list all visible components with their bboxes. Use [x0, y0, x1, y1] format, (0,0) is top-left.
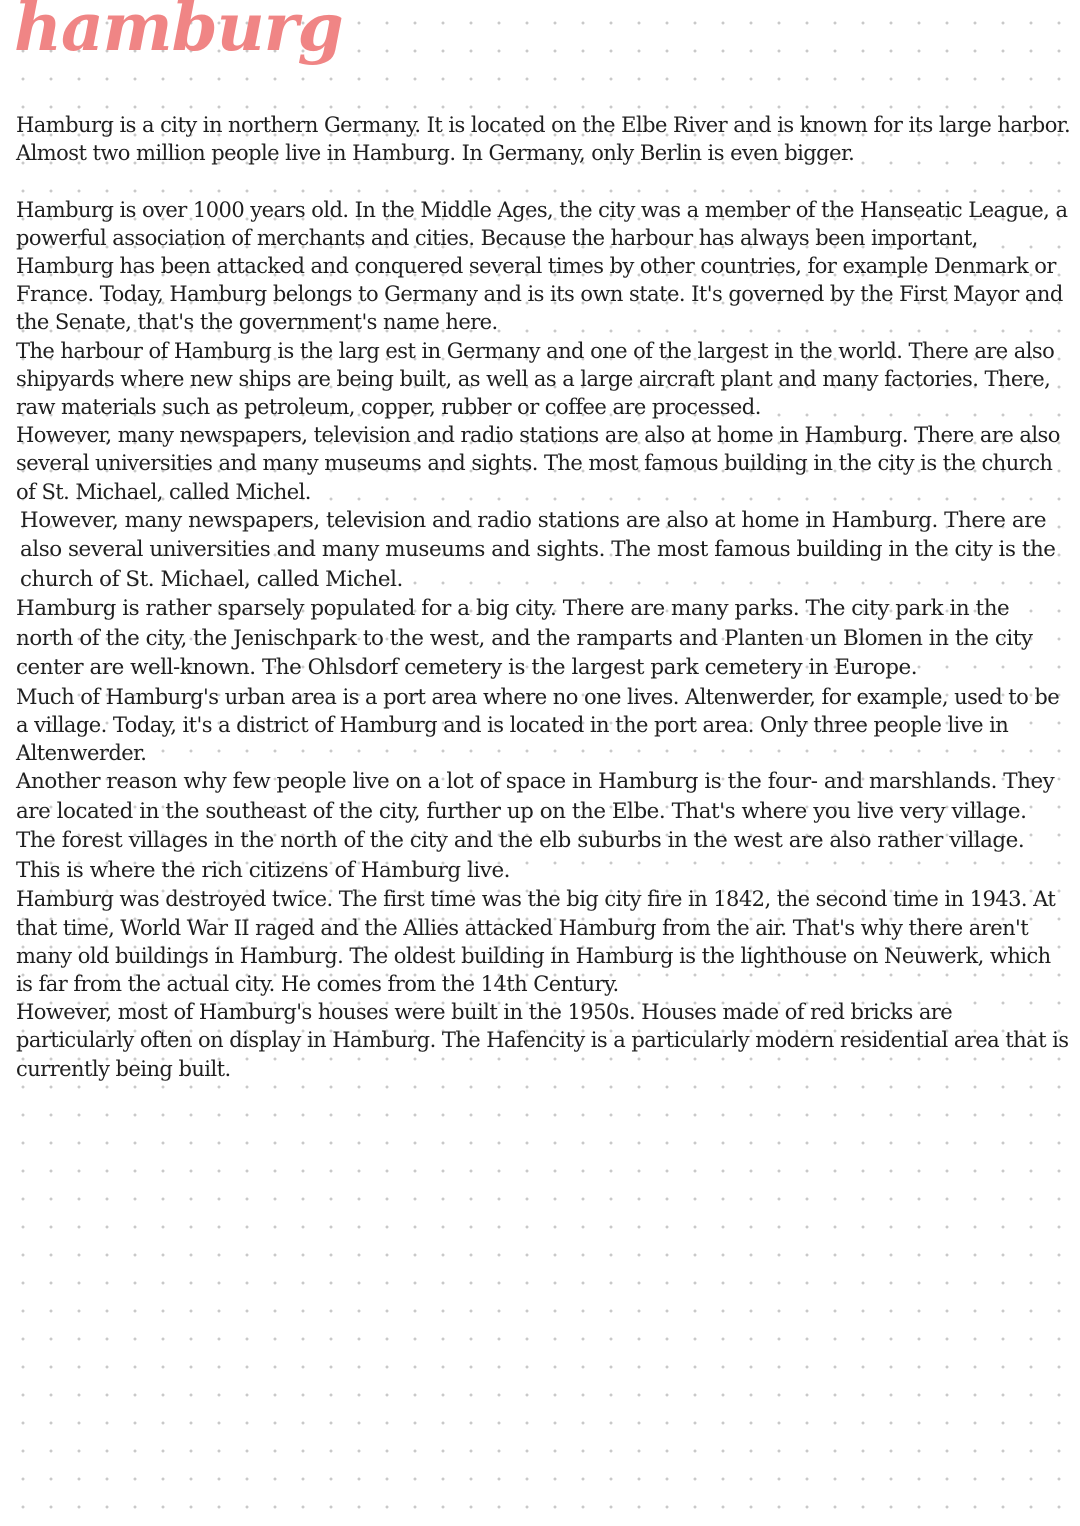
- paragraph-marshlands: Another reason why few people live on a lot of space in Hamburg is the four- and marshlands. They are located in the southeast of the city, further up on the Elbe. That's where you live very village. The forest villages in the north of the city and the elb suburbs in the west are also rather village. This is where the rich citizens of Hamburg live.: [16, 769, 1055, 883]
- paragraph-harbour: The harbour of Hamburg is the larg est in Germany and one of the largest in the world. There are also shipyards where new ships are being built, as well as a large aircraft plant and many factories. There, raw materials such as petroleum, copper, rubber or coffee are processed.: [16, 338, 1055, 420]
- paragraph-media: However, many newspapers, television and radio stations are also at home in Hamburg. There are also several universities and many museums and sights. The most famous building in the city is the church of St. Michael, called Michel.: [16, 423, 1060, 504]
- paragraph-houses: However, most of Hamburg's houses were built in the 1950s. Houses made of red bricks are particularly often on display in Hamburg. The Hafencity is a particularly modern residential area that is currently being built.: [16, 1000, 1069, 1081]
- paragraph-parks: Hamburg is rather sparsely populated for a big city. There are many parks. The city park in the north of the city, the Jenischpark to the west, and the ramparts and Planten un Blomen in the city center are well-known. The Ohlsdorf cemetery is the largest park cemetery in Europe.: [16, 596, 1033, 681]
- page-title: hamburg: [14, 0, 343, 66]
- paragraph-intro: Hamburg is a city in northern Germany. It is located on the Elbe River and is known for its large harbor. Almost two million people live in Hamburg. In Germany, only Berlin is even bigger.: [16, 113, 1071, 166]
- paragraph-port-area: Much of Hamburg's urban area is a port area where no one lives. Altenwerder, for example, used to be a village. Today, it's a district of Hamburg and is located in the port area. Only three people live in Altenwerder.: [16, 684, 1060, 766]
- paragraph-history: Hamburg is over 1000 years old. In the Middle Ages, the city was a member of the Hanseatic League, a powerful association of merchants and cities. Because the harbour has always been important, Hamburg has been attacked and conquered several times by other countries, for example Denmark or France. Today, Hamburg belongs to Germany and is its own state. It's governed by the First Mayor and the Senate, that's the government's name here.: [16, 197, 1068, 335]
- paragraph-destruction: Hamburg was destroyed twice. The first time was the big city fire in 1842, the second time in 1943. At that time, World War II raged and the Allies attacked Hamburg from the air. That's why there aren't many old buildings in Hamburg. The oldest building in Hamburg is the lighthouse on Neuwerk, which is far from the actual city. He comes from the 14th Century.: [16, 887, 1056, 997]
- paragraph-media-repeat: However, many newspapers, television and radio stations are also at home in Hamburg. There are also several universities and many museums and sights. The most famous building in the city is the church of St. Michael, called Michel.: [20, 507, 1056, 592]
- document-body: [16, 111, 1071, 1083]
